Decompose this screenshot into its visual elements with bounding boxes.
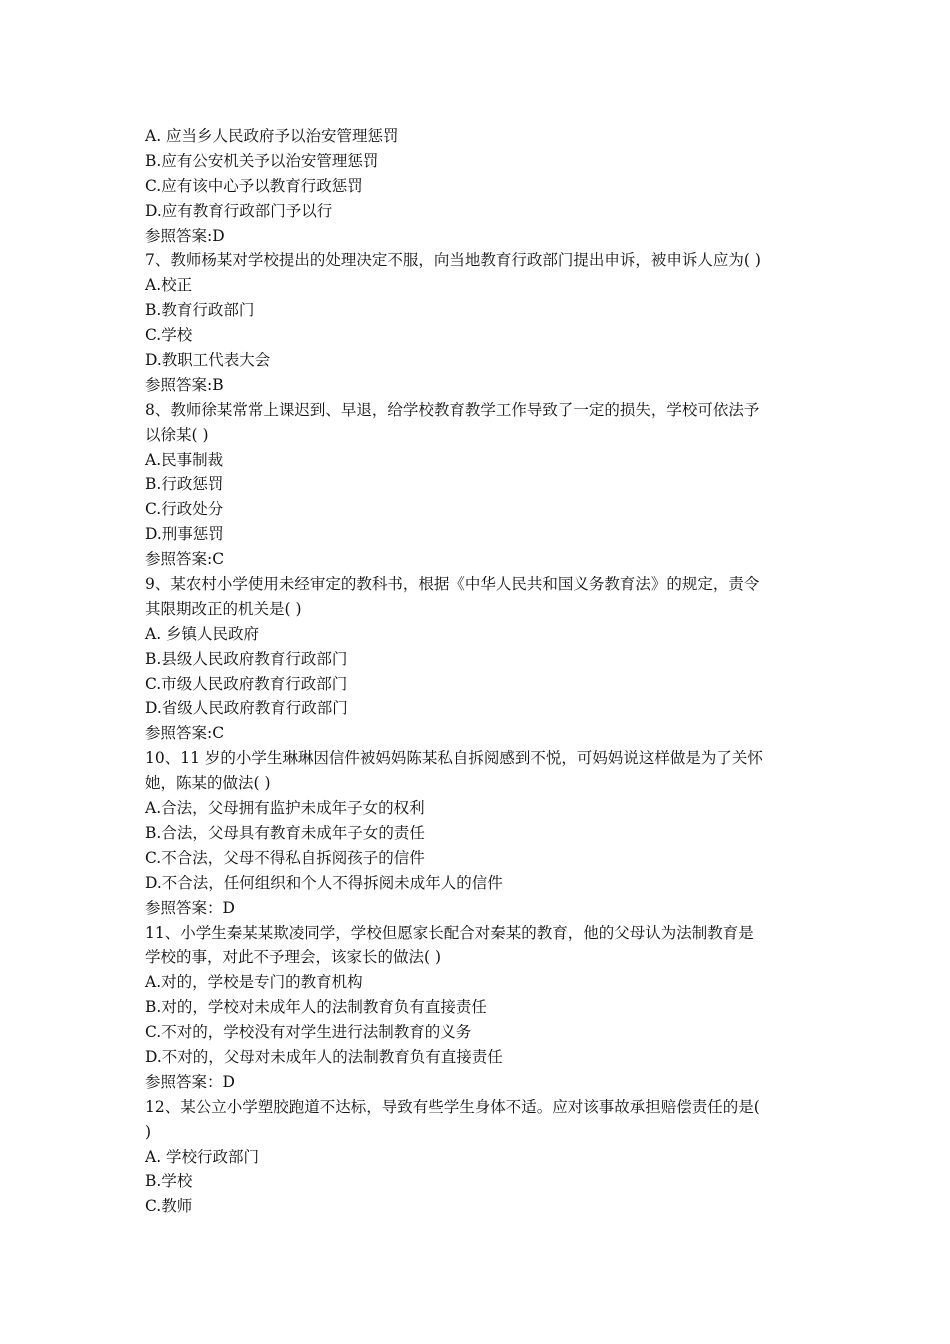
- option-line: B.对的，学校对未成年人的法制教育负有直接责任: [145, 998, 487, 1017]
- option-line: B.合法，父母具有教育未成年子女的责任: [145, 823, 425, 842]
- question-line: 以徐某( ): [145, 425, 209, 444]
- option-line: A.校正: [145, 276, 193, 295]
- option-line: A.对的，学校是专门的教育机构: [145, 973, 363, 992]
- option-line: C.不对的，学校没有对学生进行法制教育的义务: [145, 1023, 472, 1042]
- option-line: D.省级人民政府教育行政部门: [145, 699, 348, 718]
- answer-line: 参照答案:D: [145, 226, 225, 245]
- document-text: [145, 124, 810, 1219]
- question-line: 11、小学生秦某某欺凌同学，学校但愿家长配合对秦某的教育，他的父母认为法制教育是: [145, 923, 754, 942]
- text-line: B.应有公安机关予以治安管理惩罚: [145, 151, 379, 170]
- option-line: D.刑事惩罚: [145, 525, 224, 544]
- question-line: 7、教师杨某对学校提出的处理决定不服，向当地教育行政部门提出申诉，被申诉人应为( ): [145, 251, 761, 270]
- answer-line: 参照答案:B: [145, 375, 224, 394]
- question-line: 8、教师徐某常常上课迟到、早退，给学校教育教学工作导致了一定的损失，学校可依法予: [145, 400, 760, 419]
- option-line: B.学校: [145, 1172, 193, 1191]
- question-line: ): [145, 1122, 152, 1141]
- answer-line: 参照答案：D: [145, 1072, 235, 1091]
- option-line: C.市级人民政府教育行政部门: [145, 674, 348, 693]
- option-line: B.县级人民政府教育行政部门: [145, 649, 348, 668]
- question-line: 学校的事，对此不予理会，该家长的做法( ): [145, 948, 442, 967]
- option-line: A.民事制裁: [145, 450, 224, 469]
- answer-line: 参照答案:C: [145, 550, 225, 569]
- text-line: C.应有该中心予以教育行政惩罚: [145, 176, 363, 195]
- option-line: D.教职工代表大会: [145, 351, 271, 370]
- option-line: D.不对的，父母对未成年人的法制教育负有直接责任: [145, 1047, 503, 1066]
- answer-line: 参照答案：D: [145, 898, 235, 917]
- option-line: A. 乡镇人民政府: [145, 624, 260, 643]
- text-line: D.应有教育行政部门予以行: [145, 201, 333, 220]
- option-line: A.合法，父母拥有监护未成年子女的权利: [145, 799, 425, 818]
- option-line: C.学校: [145, 326, 193, 345]
- option-line: C.行政处分: [145, 500, 224, 519]
- answer-line: 参照答案:C: [145, 724, 225, 743]
- option-line: A. 学校行政部门: [145, 1147, 260, 1166]
- option-line: D.不合法，任何组织和个人不得拆阅未成年人的信件: [145, 873, 503, 892]
- question-line: 其限期改正的机关是( ): [145, 599, 302, 618]
- question-line: 她，陈某的做法( ): [145, 774, 271, 793]
- question-line: 12、某公立小学塑胶跑道不达标，导致有些学生身体不适。应对该事故承担赔偿责任的是(: [145, 1097, 760, 1116]
- option-line: B.行政惩罚: [145, 475, 224, 494]
- option-line: C.教师: [145, 1197, 193, 1216]
- option-line: B.教育行政部门: [145, 301, 255, 320]
- question-line: 10、11 岁的小学生琳琳因信件被妈妈陈某私自拆阅感到不悦，可妈妈说这样做是为了关怀: [145, 749, 763, 768]
- question-line: 9、某农村小学使用未经审定的教科书，根据《中华人民共和国义务教育法》的规定，责令: [145, 575, 760, 594]
- text-line: A. 应当乡人民政府予以治安管理惩罚: [145, 127, 399, 145]
- option-line: C.不合法，父母不得私自拆阅孩子的信件: [145, 848, 425, 867]
